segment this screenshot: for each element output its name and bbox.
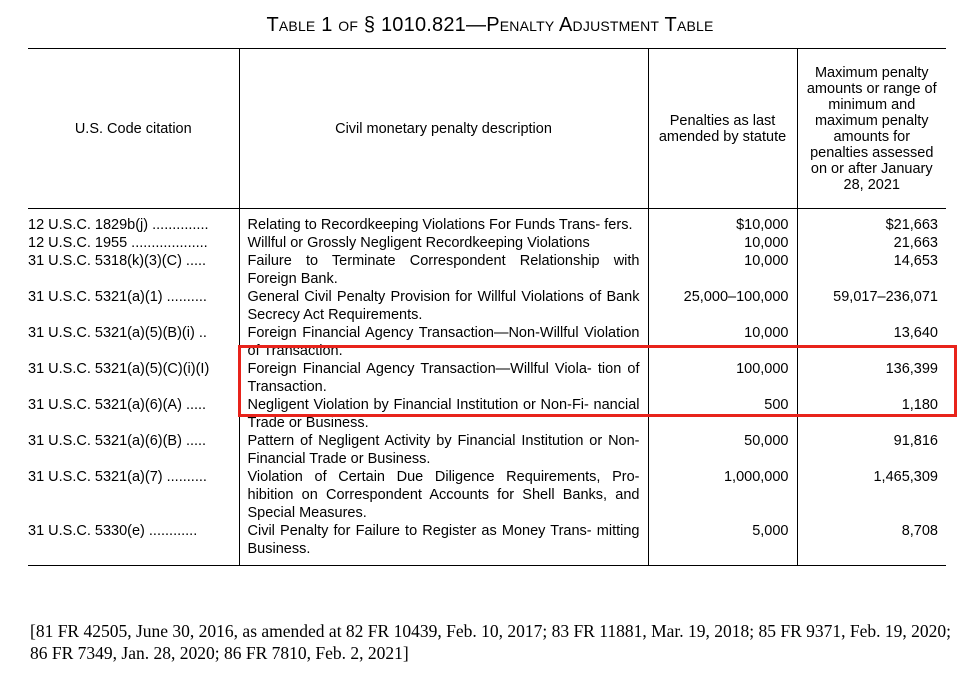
table-row	[28, 522, 946, 566]
column-header-citation: U.S. Code citation	[28, 49, 239, 209]
citation-cell: 31 U.S.C. 5318(k)(3)(C) .....	[28, 253, 207, 269]
citation-cell: 12 U.S.C. 1829b(j) ..............	[28, 217, 209, 233]
table-row	[28, 216, 946, 234]
max-amount-cell: 1,465,309	[797, 468, 946, 522]
column-header-statute-amount: Penalties as last amended by statute	[648, 49, 797, 209]
statute-amount-cell: 100,000	[648, 360, 797, 396]
statute-amount-cell: 500	[648, 396, 797, 432]
statute-amount-cell: 10,000	[648, 324, 797, 360]
citation-cell: 31 U.S.C. 5321(a)(6)(B) .....	[28, 433, 207, 449]
table-row	[28, 432, 946, 468]
statute-amount-cell: 1,000,000	[648, 468, 797, 522]
description-cell	[239, 324, 648, 360]
table-row	[28, 252, 946, 288]
max-amount-cell: 21,663	[797, 234, 946, 252]
statute-amount-cell: 10,000	[648, 234, 797, 252]
description-text: Violation of Certain Due Diligence Requirements, Pro- hibition on Correspondent Accounts for Shell Banks, and Special Measures.	[247, 469, 640, 521]
citation-cell: 31 U.S.C. 5321(a)(6)(A) .....	[28, 397, 207, 413]
spacer-row	[28, 209, 946, 217]
table-row	[28, 468, 946, 522]
description-cell	[239, 432, 648, 468]
table-row-highlighted	[28, 360, 946, 396]
description-cell	[239, 234, 648, 252]
max-amount-cell: 13,640	[797, 324, 946, 360]
max-amount-cell: 14,653	[797, 252, 946, 288]
max-amount-cell: 136,399	[797, 360, 946, 396]
citation-cell: 31 U.S.C. 5321(a)(7) ..........	[28, 469, 207, 485]
table-title: Table 1 of § 1010.821—Penalty Adjustment Table	[266, 14, 714, 36]
max-amount-cell: 91,816	[797, 432, 946, 468]
description-text: Willful or Grossly Negligent Recordkeeping Violations	[247, 235, 590, 251]
citation-cell: 31 U.S.C. 5321(a)(5)(C)(i)(I)	[28, 361, 210, 377]
description-cell	[239, 252, 648, 288]
statute-amount-cell: 10,000	[648, 252, 797, 288]
max-amount-cell: 59,017–236,071	[797, 288, 946, 324]
table-row	[28, 234, 946, 252]
description-text: Foreign Financial Agency Transaction—Willful Viola- tion of Transaction.	[247, 361, 640, 395]
citation-cell: 31 U.S.C. 5330(e) ............	[28, 522, 239, 566]
description-cell	[239, 396, 648, 432]
description-text: Negligent Violation by Financial Institution or Non-Fi- nancial Trade or Business.	[247, 397, 640, 431]
description-cell	[239, 468, 648, 522]
citation-cell: 12 U.S.C. 1955 ...................	[28, 235, 208, 251]
description-cell	[239, 216, 648, 234]
footnote-citation: [81 FR 42505, June 30, 2016, as amended at 82 FR 10439, Feb. 10, 2017; 83 FR 11881, Mar. 19, 2018; 85 FR 9371, Feb. 19, 2020; 86 FR 7349, Jan. 28, 2020; 86 FR 7810, Feb. 2, 2021]	[30, 621, 952, 663]
description-text: General Civil Penalty Provision for Willful Violations of Bank Secrecy Act Requirements.	[247, 289, 640, 323]
statute-amount-cell: 5,000	[648, 522, 797, 566]
description-text: Relating to Recordkeeping Violations For Funds Trans- fers.	[247, 217, 633, 233]
description-cell	[239, 360, 648, 396]
column-header-description: Civil monetary penalty description	[239, 49, 648, 209]
column-header-max-amount: Maximum penalty amounts or range of minimum and maximum penalty amounts for penalties assessed on or after January 28, 2021	[797, 49, 946, 209]
max-amount-cell: 1,180	[797, 396, 946, 432]
description-text: Civil Penalty for Failure to Register as Money Trans- mitting Business.	[247, 523, 640, 557]
statute-amount-cell: 25,000–100,000	[648, 288, 797, 324]
table-row-highlighted	[28, 324, 946, 360]
citation-cell: 31 U.S.C. 5321(a)(5)(B)(i) ..	[28, 325, 207, 341]
description-text: Failure to Terminate Correspondent Relationship with Foreign Bank.	[247, 253, 640, 287]
description-text: Foreign Financial Agency Transaction—Non-Willful Violation of Transaction.	[247, 325, 640, 359]
max-amount-cell: 8,708	[797, 522, 946, 566]
max-amount-cell: $21,663	[797, 216, 946, 234]
cropped-text-above	[0, 0, 980, 6]
statute-amount-cell: 50,000	[648, 432, 797, 468]
statute-amount-cell: $10,000	[648, 216, 797, 234]
table-row	[28, 288, 946, 324]
table-row	[28, 396, 946, 432]
header-row	[28, 49, 946, 209]
description-cell	[239, 288, 648, 324]
description-cell	[239, 522, 648, 566]
citation-cell: 31 U.S.C. 5321(a)(1) ..........	[28, 289, 207, 305]
penalty-adjustment-table	[28, 48, 946, 566]
description-text: Pattern of Negligent Activity by Financial Institution or Non-Financial Trade or Business.	[247, 433, 640, 467]
